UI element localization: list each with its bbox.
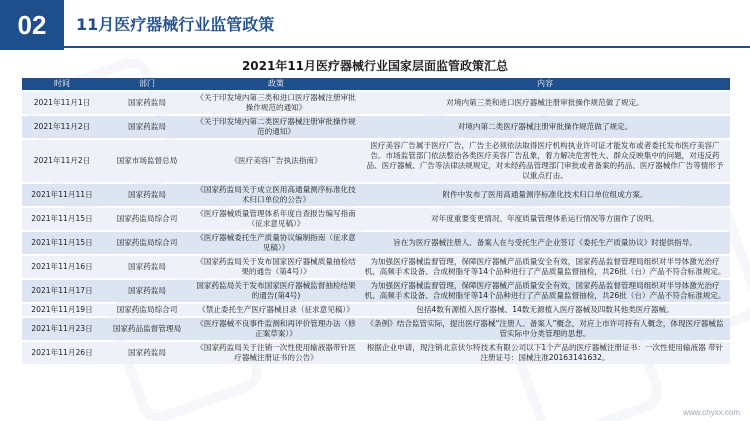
table-row [22, 116, 730, 138]
table-row [22, 92, 730, 114]
cell-policy: 《医疗器械不良事件监测和再评价管理办法（修正案草案）》 [192, 318, 360, 340]
cell-content: 根据企业申请，现注销北京伏尔特技术有限公司以下1个产品的医疗器械注册证书：一次性使用输液器 带针 注册证号：国械注准20163141632。 [360, 342, 730, 364]
cell-department: 国家药品监督管理局 [102, 318, 192, 340]
slide-title: 11月医疗器械行业监管政策 [76, 15, 275, 34]
cell-department: 国家药监局 [102, 116, 192, 138]
table-row [22, 232, 730, 254]
table-row [22, 184, 730, 206]
title-underline [64, 46, 750, 48]
table-row [22, 304, 730, 316]
table-row [22, 318, 730, 340]
section-number: 02 [0, 0, 64, 50]
cell-department: 国家药监局 [102, 184, 192, 206]
cell-time: 2021年11月15日 [22, 232, 102, 254]
cell-time: 2021年11月2日 [22, 140, 102, 182]
table-row [22, 342, 730, 364]
cell-policy: 《医疗器械质量管理体系年度自查报告编写指南（征求意见稿）》 [192, 208, 360, 230]
cell-policy: 《国家药监局关于成立医用高通量测序标准化技术归口单位的公告》 [192, 184, 360, 206]
cell-policy: 《国家药监局关于发布国家医疗器械质量抽检结果的通告（第4号）》 [192, 256, 360, 278]
cell-time: 2021年11月19日 [22, 304, 102, 316]
column-header-time: 时间 [22, 78, 102, 90]
cell-content: 对境内第三类和进口医疗器械注册审批操作规范做了规定。 [360, 92, 730, 114]
cell-content: 对境内第二类医疗器械注册审批操作规范做了规定。 [360, 116, 730, 138]
cell-policy: 国家药监局关于发布国家医疗器械监督抽检结果的通告(第4号) [192, 280, 360, 302]
cell-time: 2021年11月26日 [22, 342, 102, 364]
cell-department: 国家市场监督总局 [102, 140, 192, 182]
cell-content: 附件中发布了医用高通量测序标准化技术归口单位组成方案。 [360, 184, 730, 206]
cell-department: 国家药监局综合司 [102, 232, 192, 254]
cell-content: 包括4数有源植入医疗器械、14数无源植入医疗器械及四数其他类医疗器械。 [360, 304, 730, 316]
cell-department: 国家药监局 [102, 92, 192, 114]
cell-content: 对年度重要变更情况、年度质量管理体系运行情况等方面作了说明。 [360, 208, 730, 230]
table-title: 2021年11月医疗器械行业国家层面监管政策汇总 [241, 59, 509, 73]
cell-time: 2021年11月15日 [22, 208, 102, 230]
cell-policy: 《禁止委托生产医疗器械目录（征求意见稿）》 [192, 304, 360, 316]
table-row [22, 140, 730, 182]
cell-department: 国家药监局综合司 [102, 304, 192, 316]
table-header-row [22, 78, 730, 90]
column-header-department: 部门 [102, 78, 192, 90]
cell-time: 2021年11月23日 [22, 318, 102, 340]
cell-policy: 《关于印发境内第三类和进口医疗器械注册审批操作规范的通知》 [192, 92, 360, 114]
policy-table [22, 76, 730, 366]
cell-department: 国家药监局 [102, 256, 192, 278]
table-row [22, 208, 730, 230]
column-header-content: 内容 [360, 78, 730, 90]
cell-policy: 《医疗美容广告执法指南》 [192, 140, 360, 182]
cell-time: 2021年11月2日 [22, 116, 102, 138]
cell-content: 医疗美容广告属于医疗广告，广告主必须依法取得医疗机构执业许可证才能发布或者委托发布医疗美容广告。市场监管部门依法整治各类医疗美容广告乱象，着力解决危害性大、群众反映集中的问题，对违反药品、医疗器械、广告等法律法规规定，对未经药品管理部门审批或者备案的药品、医疗器械作广告等情形予以重点打击。 [360, 140, 730, 182]
table-row [22, 280, 730, 302]
cell-policy: 《医疗器械委托生产质量协议编制指南（征求意见稿）》 [192, 232, 360, 254]
cell-department: 国家药监局 [102, 280, 192, 302]
cell-content: 旨在为医疗器械注册人、备案人在与受托生产企业签订《委托生产质量协议》时提供指导。 [360, 232, 730, 254]
table-row [22, 256, 730, 278]
cell-policy: 《国家药监局关于注销一次性使用输液器带针医疗器械注册证书的公告》 [192, 342, 360, 364]
cell-content: 《条例》结合监管实际，提出医疗器械“注册人、备案人”概念，对应上市许可持有人概念，体现医疗器械监管实际中分类管理的思想。 [360, 318, 730, 340]
cell-time: 2021年11月11日 [22, 184, 102, 206]
column-header-policy: 政策 [192, 78, 360, 90]
cell-time: 2021年11月16日 [22, 256, 102, 278]
cell-department: 国家药监局 [102, 342, 192, 364]
cell-time: 2021年11月1日 [22, 92, 102, 114]
footer-watermark-url: www.chyxx.com [683, 408, 740, 417]
slide-header [0, 0, 750, 50]
cell-content: 为加强医疗器械监督管理，保障医疗器械产品质量安全有效，国家药品监督管理局组织对半导体激光治疗机、高频手术设备、合成树脂牙等14个品种进行了产品质量监督抽检，共26批（台）产品不符合标准规定。 [360, 280, 730, 302]
cell-time: 2021年11月17日 [22, 280, 102, 302]
cell-content: 为加强医疗器械监督管理，保障医疗器械产品质量安全有效，国家药品监督管理局组织对半导体激光治疗机、高频手术设备、合成树脂牙等14个品种进行了产品质量监督抽检，共26批（台）产品不符合标准规定。 [360, 256, 730, 278]
cell-policy: 《关于印发境内第二类医疗器械注册审批操作规范的通知》 [192, 116, 360, 138]
cell-department: 国家药监局综合司 [102, 208, 192, 230]
